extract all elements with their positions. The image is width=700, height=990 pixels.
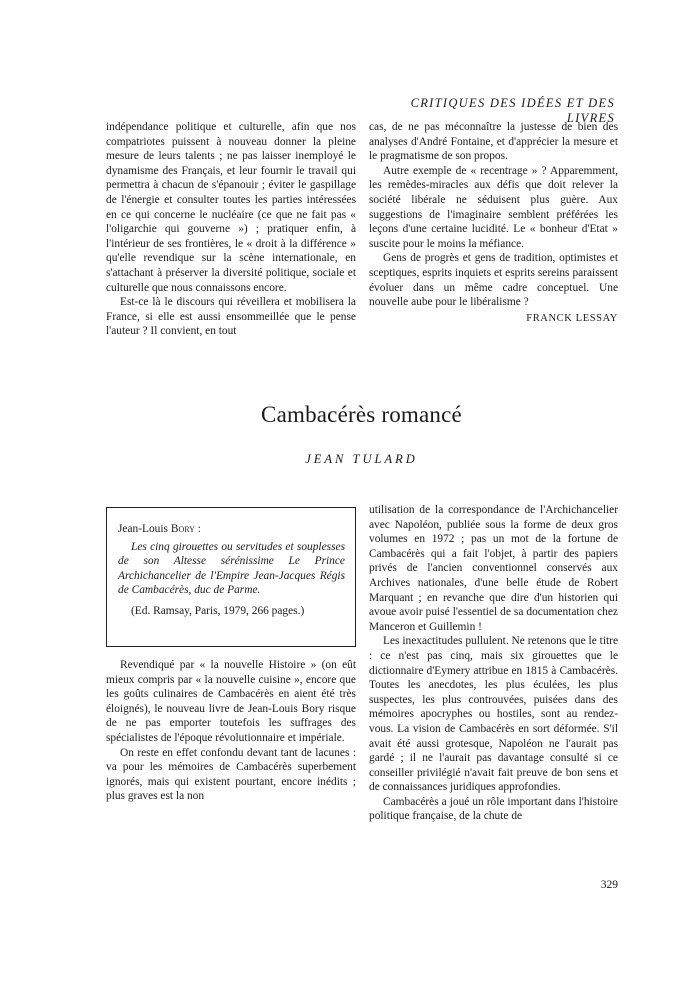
book-author-last-name: Bory	[170, 523, 195, 535]
previous-article-right-column	[369, 120, 618, 326]
page-number: 329	[600, 879, 618, 891]
book-title: Les cinq girouettes ou servitudes et souplesses de son Altesse sérénissime Le Prince Archichancelier de l'Empire Jean-Jacques Régis de Cambacérès, duc de Parme.	[118, 540, 345, 597]
book-publication: (Ed. Ramsay, Paris, 1979, 266 pages.)	[131, 604, 305, 617]
paragraph: indépendance politique et culturelle, afin que nos compatriotes puissent à nouveau donner la pleine mesure de leurs talents ; ne pas laisser inemployé le dynamisme des Français, et leur fournir le travail qui permettra à chacun de s'épanouir ; éviter le gaspillage de l'énergie et consulter toutes les parties intéressées en ce qui concerne le nucléaire (ce que ne fait pas « l'oligarchie qui gouverne ») ; pratiquer enfin, à l'intérieur de ses frontières, le « droit à la différence » qu'elle revendique sur la scène internationale, en s'attachant à préserver la diversité politique, sociale et culturelle que nous connaissons encore.	[106, 121, 356, 294]
book-author-suffix: :	[194, 523, 201, 535]
paragraph: Les inexactitudes pullulent. Ne retenons que le titre : ce n'est pas cinq, mais six girouettes que le dictionnaire d'Eymery attribue en 1815 à Cambacérès. Toutes les anecdotes, les plus éculées, les plus suspectes, les plus controuvées, puisées dans des mémoires apocryphes ou hostiles, sont au rendez-vous. La vision de Cambacérès en sort déformée. S'il avait été aussi grotesque, Napoléon ne l'aurait pas gardé ; il ne l'aurait pas davantage consulté si ce conseiller privilégié n'avait fait preuve de bon sens et de connaissances juridiques approfondies.	[369, 635, 618, 794]
paragraph: Revendiqué par « la nouvelle Histoire » (on eût mieux compris par « la nouvelle cuisine », encore que les goûts culinaires de Cambacérès en aient été très éloignés), le nouveau livre de Jean-Louis Bory risque de ne pas emporter toutefois les suffrages des spécialistes de l'époque révolutionnaire et impériale.	[106, 659, 356, 744]
article-title: Cambacérès romancé	[261, 402, 462, 427]
previous-article-left-column	[106, 120, 356, 339]
paragraph: cas, de ne pas méconnaître la justesse de bien des analyses d'André Fontaine, et d'apprécier la mesure et le pragmatisme de son propos.	[369, 121, 618, 163]
article-author: JEAN TULARD	[305, 452, 418, 466]
author-signature: FRANCK LESSAY	[526, 312, 618, 324]
book-author	[118, 522, 345, 537]
paragraph: Cambacérès a joué un rôle important dans l'histoire politique française, de la chute de	[369, 795, 618, 823]
article-right-column	[369, 503, 618, 824]
paragraph: utilisation de la correspondance de l'Archichancelier avec Napoléon, publiée sous la forme de deux gros volumes en 1972 ; pas un mot de la fortune de Cambacérès qui a fait l'objet, à partir des papiers privés de l'ancien conventionnel conservés aux Archives nationales, d'une belle étude de Robert Marquant ; en revanche que dire d'un historien qui avoue avoir puisé l'essentiel de sa documentation chez Manceron et Guillemin !	[369, 504, 618, 633]
running-head: CRITIQUES DES IDÉES ET DES LIVRES	[410, 96, 615, 125]
paragraph: Est-ce là le discours qui réveillera et mobilisera la France, si elle est aussi ensommeillée que le pense l'auteur ? Il convient, en tout	[106, 296, 356, 338]
article-left-column	[106, 658, 356, 804]
paragraph: On reste en effet confondu devant tant de lacunes : va pour les mémoires de Cambacérès superbement ignorés, mais qui existent pourtant, encore inédits ; plus graves est la non	[106, 746, 356, 803]
paragraph: Autre exemple de « recentrage » ? Apparemment, les remèdes-miracles aux défis que doit relever la société libérale ne séduisent plus guère. Aux suggestions de l'imaginaire semblent préférées les leçons d'une certaine lucidité. Le « bonheur d'Etat » suscite pour le moins la méfiance.	[369, 164, 618, 250]
paragraph: Gens de progrès et gens de tradition, optimistes et sceptiques, esprits inquiets et esprits sereins paraissent évoluer dans un même cadre conceptuel. Une nouvelle aube pour le libéralisme ?	[369, 252, 618, 309]
book-author-first-name: Jean-Louis	[118, 523, 168, 535]
book-reference-box	[106, 507, 356, 647]
